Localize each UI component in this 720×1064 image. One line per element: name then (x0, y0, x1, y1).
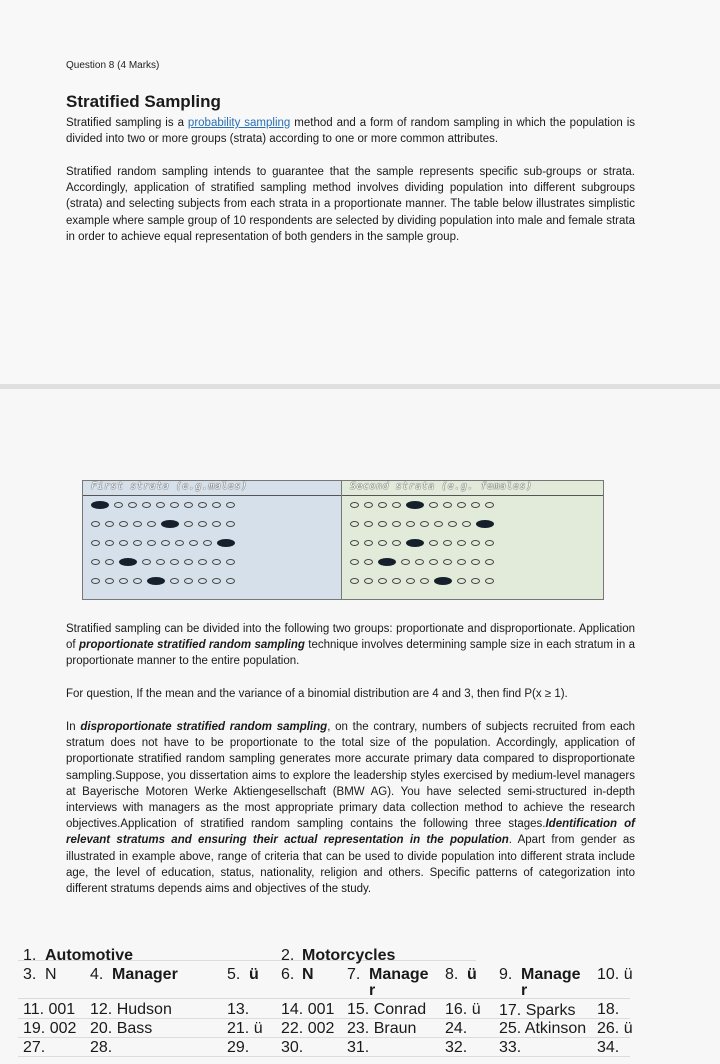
selected-subject-dot (378, 558, 396, 566)
question-label: Question 8 (4 Marks) (66, 60, 160, 71)
subject-dot (350, 502, 359, 508)
subject-dot (443, 502, 452, 508)
subject-dot (133, 521, 142, 527)
subject-dot (91, 540, 100, 546)
probability-sampling-link[interactable]: probability sampling (187, 117, 291, 129)
table-cell: 28. (90, 1039, 113, 1056)
first-stratum-dot-row (91, 502, 235, 509)
table-cell: 10. ü (597, 966, 633, 983)
subject-dot (485, 559, 494, 565)
subject-dot (485, 540, 494, 546)
subject-dot (184, 521, 193, 527)
subject-dot (429, 502, 438, 508)
p5-text-a: In (66, 721, 81, 733)
disproportionate-paragraph (66, 719, 635, 897)
subject-dot (128, 502, 137, 508)
table-cell: 22. 002 (281, 1020, 335, 1037)
subject-dot (471, 502, 480, 508)
second-stratum (342, 481, 603, 599)
second-stratum-label: Second strata (e.g. females) (350, 481, 533, 492)
subject-dot (485, 578, 494, 584)
table-cell: 8. (445, 966, 459, 983)
first-stratum-dot-row (91, 578, 235, 585)
subject-dot (184, 578, 193, 584)
table-cell: 25. Atkinson (499, 1020, 587, 1037)
table-cell: 3. (23, 966, 37, 983)
subject-dot (226, 502, 235, 508)
table-cell: N (302, 966, 314, 983)
table-cell: 34. (597, 1039, 620, 1056)
table-cell: 1. (23, 947, 37, 964)
subject-dot (175, 540, 184, 546)
subject-dot (226, 559, 235, 565)
subject-dot (212, 521, 221, 527)
second-stratum-dot-row (350, 521, 494, 528)
table-cell: 13. (227, 1001, 250, 1018)
subject-dot (350, 540, 359, 546)
table-cell: 7. (347, 966, 361, 983)
subject-dot (448, 521, 457, 527)
table-row-line (18, 998, 630, 999)
subject-dot (212, 502, 221, 508)
subject-dot (434, 521, 443, 527)
subject-dot (406, 521, 415, 527)
subject-dot (378, 521, 387, 527)
subject-dot (91, 559, 100, 565)
table-cell: 32. (445, 1039, 468, 1056)
subject-dot (392, 521, 401, 527)
subject-dot (161, 540, 170, 546)
document-page-1 (0, 0, 720, 384)
table-cell: 12. Hudson (90, 1001, 172, 1018)
table-cell: 16. ü (445, 1001, 481, 1018)
subject-dot (170, 578, 179, 584)
subject-dot (378, 502, 387, 508)
first-stratum-dot-row (91, 559, 235, 566)
subject-dot (429, 540, 438, 546)
subject-dot (184, 502, 193, 508)
table-cell: Manage (521, 966, 581, 983)
subject-dot (471, 559, 480, 565)
subject-dot (198, 559, 207, 565)
table-cell: 26. ü (597, 1020, 633, 1037)
selected-subject-dot (406, 539, 424, 547)
subject-dot (156, 559, 165, 565)
subject-dot (212, 578, 221, 584)
subject-dot (471, 540, 480, 546)
subject-dot (156, 502, 165, 508)
subject-dot (91, 578, 100, 584)
second-stratum-dot-row (350, 540, 494, 547)
subject-dot (119, 540, 128, 546)
table-cell: 29. (227, 1039, 250, 1056)
intro-text-b: method and a form of random sampling in which the population is divided into two or more groups (strata) according to one or more common attributes. (66, 117, 636, 146)
p3-emphasis: proportionate stratified random sampling (78, 639, 305, 652)
table-cell: 31. (347, 1039, 370, 1056)
subject-dot (170, 559, 179, 565)
subject-dot (429, 559, 438, 565)
subject-dot (350, 559, 359, 565)
subject-dot (203, 540, 212, 546)
subject-dot (364, 521, 373, 527)
subject-dot (198, 502, 207, 508)
table-header-automotive: Automotive (45, 947, 133, 964)
subject-dot (114, 502, 123, 508)
subject-dot (91, 521, 100, 527)
table-cell: 30. (281, 1039, 304, 1056)
subject-dot (189, 540, 198, 546)
table-cell: 17. Sparks (499, 1002, 576, 1019)
first-stratum-dot-row (91, 540, 235, 547)
subject-dot (457, 578, 466, 584)
table-cell: 20. Bass (90, 1020, 153, 1037)
subject-dot (485, 502, 494, 508)
subject-dot (119, 578, 128, 584)
table-cell: 14. 001 (281, 1001, 335, 1018)
subject-dot (457, 559, 466, 565)
table-cell: ü (249, 966, 259, 983)
stratum-divider (83, 495, 341, 496)
strata-figure (82, 480, 604, 600)
table-cell: 21. ü (227, 1020, 263, 1037)
section-title: Stratified Sampling (66, 92, 221, 111)
subject-dot (198, 578, 207, 584)
selected-subject-dot (119, 558, 137, 566)
subject-dot (392, 578, 401, 584)
subject-dot (226, 521, 235, 527)
proportionate-paragraph (66, 621, 635, 670)
selected-subject-dot (161, 520, 179, 528)
table-cell: 5. (227, 966, 241, 983)
stratum-divider (342, 495, 603, 496)
table-cell: N (45, 966, 57, 983)
table-cell: r (369, 982, 376, 999)
table-cell: 11. 001 (23, 1001, 76, 1018)
subject-dot (457, 540, 466, 546)
binomial-question: For question, If the mean and the variance of a binomial distribution are 4 and 3, then find P(x ≥ 1). (66, 688, 568, 700)
subject-dot (420, 578, 429, 584)
subject-dot (415, 559, 424, 565)
second-stratum-dot-row (350, 559, 494, 566)
subject-dot (443, 540, 452, 546)
subject-dot (378, 540, 387, 546)
table-cell: 27. (23, 1039, 46, 1056)
table-cell: 19. 002 (23, 1020, 77, 1037)
subject-dot (392, 540, 401, 546)
p5-emphasis-2: Identification of relevant stratums and ensuring their actual representation in the population (66, 818, 635, 847)
subject-dot (105, 559, 114, 565)
subject-dot (364, 540, 373, 546)
table-cell: 4. (90, 966, 104, 983)
subject-dot (471, 578, 480, 584)
table-cell: Manage (369, 966, 429, 983)
first-stratum-label: First strata (e.g.males) (91, 481, 248, 492)
second-stratum-dot-row (350, 502, 494, 509)
selected-subject-dot (476, 520, 494, 528)
intro-paragraph (66, 115, 635, 147)
table-cell: 9. (499, 966, 513, 983)
first-stratum-dot-row (91, 521, 235, 528)
selected-subject-dot (434, 577, 452, 585)
subject-dot (364, 559, 373, 565)
table-cell: 24. (445, 1020, 468, 1037)
subject-dot (212, 559, 221, 565)
subject-dot (142, 559, 151, 565)
subject-dot (142, 502, 151, 508)
table-cell: 18. (597, 1001, 620, 1018)
table-cell: 15. Conrad (347, 1001, 427, 1018)
subject-dot (147, 540, 156, 546)
subject-dot (401, 559, 410, 565)
subject-dot (350, 578, 359, 584)
table-cell: 2. (281, 947, 295, 964)
table-cell: 23. Braun (347, 1020, 417, 1037)
table-cell: ü (467, 966, 477, 983)
table-cell: r (521, 982, 528, 999)
p3-text-c: technique involves determining sample size in each stratum in a proportionate manner to the entire population. (66, 639, 635, 668)
selected-subject-dot (406, 501, 424, 509)
subject-dot (133, 540, 142, 546)
subject-dot (105, 521, 114, 527)
subject-dot (462, 521, 471, 527)
subject-dot (119, 521, 128, 527)
subject-dot (406, 578, 415, 584)
p5-emphasis-1: disproportionate stratified random sampling (80, 721, 328, 733)
table-cell: Manager (112, 966, 178, 983)
second-stratum-dot-row (350, 578, 494, 585)
subject-dot (457, 502, 466, 508)
subject-dot (105, 540, 114, 546)
intro-text-a: Stratified sampling is a (66, 117, 188, 129)
subject-dot (226, 578, 235, 584)
selected-subject-dot (147, 577, 165, 585)
p5-text-c: , on the contrary, numbers of subjects recruited from each stratum does not have to be proportionate to the total size of the population. Accordingly, application of proportionate stratified random sampling generates more accurate primary data compared to disproportionate sampling.Suppose, you dissertation aims to explore the leadership styles exercised by medium-level managers at Bayerische Motoren Werke Aktiengesellschaft (BMW AG). You have selected semi-structured in-depth interviews with managers as the most appropriate primary data collection method to achieve the research objectives.Application of stratified random sampling contains the following three stages. (66, 721, 635, 831)
table-cell: 33. (499, 1039, 522, 1056)
subject-dot (378, 578, 387, 584)
subject-dot (420, 521, 429, 527)
p5-text-e: . Apart from gender as illustrated in example above, range of criteria that can be used to divide population into different strata include age, the level of education, status, nationality, religion and others. Specific patterns of categorization into different stratums depends aims and objectives of the study. (66, 834, 635, 896)
subject-dot (105, 578, 114, 584)
subject-dot (364, 578, 373, 584)
p3-text-a: Stratified sampling can be divided into the following two groups: proportionate and disproportionate. Application of (66, 623, 635, 652)
subject-dot (147, 521, 156, 527)
selected-subject-dot (217, 539, 235, 547)
table-cell: 6. (281, 966, 295, 983)
selected-subject-dot (91, 501, 109, 509)
subject-dot (350, 521, 359, 527)
subject-dot (364, 502, 373, 508)
subject-dot (198, 521, 207, 527)
subject-dot (392, 502, 401, 508)
explanation-paragraph: Stratified random sampling intends to guarantee that the sample represents specific sub-groups or strata. Accordingly, application of stratified sampling method involves dividing population into different subgroups (strata) and selecting subjects from each strata in a proportionate manner. The table below illustrates simplistic example where sample group of 10 respondents are selected by dividing population into male and female strata in order to achieve equal representation of both genders in the sample group. (66, 166, 635, 243)
subject-dot (443, 559, 452, 565)
subject-dot (133, 578, 142, 584)
subject-dot (184, 559, 193, 565)
table-header-motorcycles: Motorcycles (302, 947, 396, 964)
subject-dot (170, 502, 179, 508)
first-stratum (83, 481, 342, 599)
